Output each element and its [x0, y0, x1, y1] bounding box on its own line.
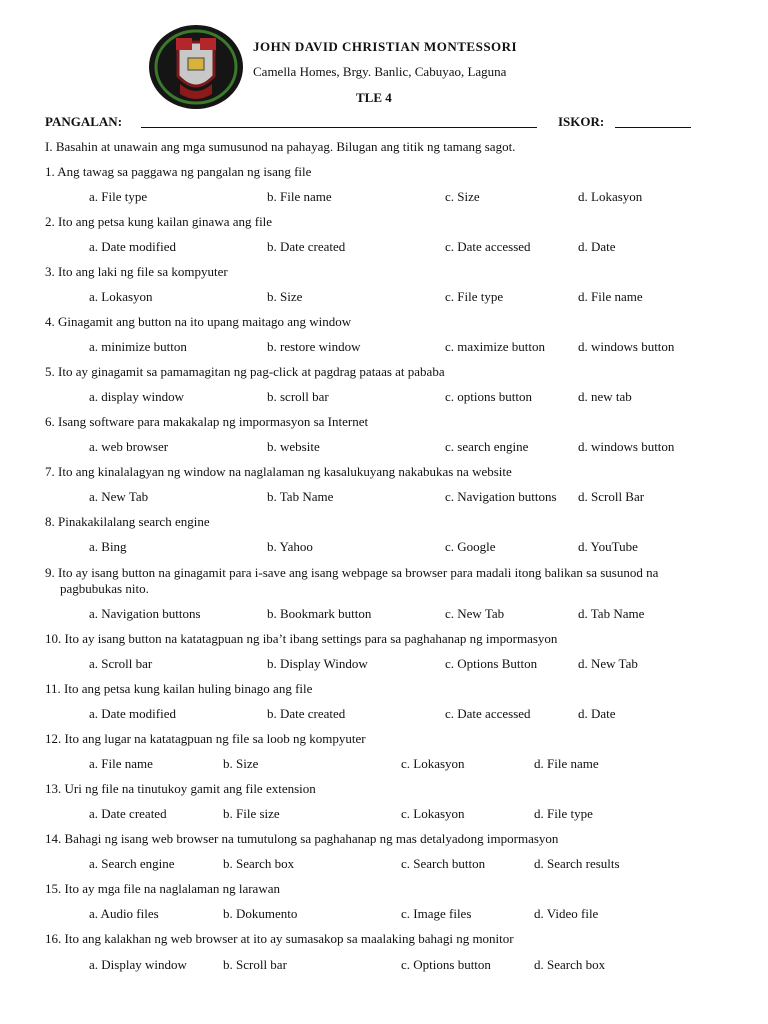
- instructions: I. Basahin at unawain ang mga sumusunod na pahayag. Bilugan ang titik ng tamang sagot.: [45, 139, 516, 154]
- question-text: 10. Ito ay isang button na katatagpuan ng iba’t ibang settings para sa paghahanap ng impormasyon: [45, 631, 558, 646]
- choice-b[interactable]: b. Display Window: [267, 656, 368, 671]
- choice-c[interactable]: c. Image files: [401, 906, 472, 921]
- question-9: [45, 565, 757, 597]
- choice-b[interactable]: b. Date created: [267, 706, 346, 721]
- question-13: [45, 781, 757, 797]
- choice-b[interactable]: b. Yahoo: [267, 539, 313, 554]
- choice-a[interactable]: a. Display window: [89, 957, 187, 972]
- question-text: 2. Ito ang petsa kung kailan ginawa ang file: [45, 214, 273, 229]
- choice-c[interactable]: c. Google: [445, 539, 496, 554]
- choice-a[interactable]: a. Navigation buttons: [89, 606, 201, 621]
- choice-c[interactable]: c. Options Button: [445, 656, 538, 671]
- choice-d[interactable]: d. Scroll Bar: [578, 489, 645, 504]
- choice-a[interactable]: a. Audio files: [89, 906, 159, 921]
- choice-d[interactable]: d. File name: [534, 756, 599, 771]
- choice-a[interactable]: a. Scroll bar: [89, 656, 153, 671]
- school-seal-logo: [148, 24, 244, 110]
- question-text: 6. Isang software para makakalap ng impormasyon sa Internet: [45, 414, 369, 429]
- question-text: 15. Ito ay mga file na naglalaman ng larawan: [45, 881, 280, 896]
- question-text: 14. Bahagi ng isang web browser na tumutulong sa paghahanap ng mas detalyadong impormasyon: [45, 831, 559, 846]
- choice-d[interactable]: d. new tab: [578, 389, 632, 404]
- choice-d[interactable]: d. File type: [534, 806, 593, 821]
- choice-b[interactable]: b. scroll bar: [267, 389, 329, 404]
- choice-a[interactable]: a. minimize button: [89, 339, 187, 354]
- choice-d[interactable]: d. New Tab: [578, 656, 638, 671]
- question-7: [45, 464, 757, 480]
- choice-b[interactable]: b. Size: [223, 756, 259, 771]
- choice-c[interactable]: c. File type: [445, 289, 504, 304]
- choice-b[interactable]: b. Search box: [223, 856, 295, 871]
- choice-c[interactable]: c. Search button: [401, 856, 486, 871]
- name-score-row: [45, 114, 745, 132]
- choice-a[interactable]: a. Bing: [89, 539, 127, 554]
- question-text: 4. Ginagamit ang button na ito upang maitago ang window: [45, 314, 352, 329]
- question-14: [45, 831, 757, 847]
- choices-row: [89, 439, 759, 455]
- choices-row: [89, 756, 759, 772]
- choice-d[interactable]: d. Search results: [534, 856, 620, 871]
- choice-b[interactable]: b. File size: [223, 806, 280, 821]
- choice-b[interactable]: b. Tab Name: [267, 489, 334, 504]
- choice-d[interactable]: d. YouTube: [578, 539, 638, 554]
- choices-row: [89, 656, 759, 672]
- choices-row: [89, 906, 759, 922]
- question-3: [45, 264, 757, 280]
- question-5: [45, 364, 757, 380]
- choice-b[interactable]: b. website: [267, 439, 320, 454]
- question-4: [45, 314, 757, 330]
- choices-row: [89, 339, 759, 355]
- choice-a[interactable]: a. display window: [89, 389, 184, 404]
- choice-c[interactable]: c. Navigation buttons: [445, 489, 557, 504]
- score-field[interactable]: [615, 114, 691, 128]
- question-text: 7. Ito ang kinalalagyan ng window na naglalaman ng kasalukuyang nakabukas na website: [45, 464, 512, 479]
- name-label: PANGALAN:: [45, 114, 123, 129]
- question-text: 12. Ito ang lugar na katatagpuan ng file sa loob ng kompyuter: [45, 731, 366, 746]
- choice-c[interactable]: c. Lokasyon: [401, 806, 465, 821]
- choices-row: [89, 389, 759, 405]
- choices-row: [89, 856, 759, 872]
- choice-b[interactable]: b. Bookmark button: [267, 606, 372, 621]
- school-name: JOHN DAVID CHRISTIAN MONTESSORI: [253, 39, 518, 54]
- question-16: [45, 931, 757, 947]
- choice-d[interactable]: d. Tab Name: [578, 606, 645, 621]
- question-10: [45, 631, 757, 647]
- question-text: 5. Ito ay ginagamit sa pamamagitan ng pag-click at pagdrag pataas at pababa: [45, 364, 445, 379]
- question-text: 3. Ito ang laki ng file sa kompyuter: [45, 264, 228, 279]
- question-text-continued: pagbubukas nito.: [60, 581, 149, 596]
- choice-d[interactable]: d. Search box: [534, 957, 606, 972]
- choice-a[interactable]: a. File type: [89, 189, 148, 204]
- question-1: [45, 164, 757, 180]
- choice-a[interactable]: a. Lokasyon: [89, 289, 153, 304]
- choice-b[interactable]: b. Size: [267, 289, 303, 304]
- subject-title: TLE 4: [356, 90, 392, 105]
- choice-c[interactable]: c. New Tab: [445, 606, 505, 621]
- choice-a[interactable]: a. New Tab: [89, 489, 149, 504]
- question-text: 8. Pinakakilalang search engine: [45, 514, 210, 529]
- choices-row: [89, 239, 759, 255]
- question-6: [45, 414, 757, 430]
- choice-d[interactable]: d. Lokasyon: [578, 189, 643, 204]
- choice-c[interactable]: c. Lokasyon: [401, 756, 465, 771]
- choice-b[interactable]: b. File name: [267, 189, 332, 204]
- choice-c[interactable]: c. Size: [445, 189, 480, 204]
- choice-c[interactable]: c. options button: [445, 389, 533, 404]
- choice-d[interactable]: d. Date: [578, 706, 616, 721]
- question-text: 16. Ito ang kalakhan ng web browser at ito ay sumasakop sa maalaking bahagi ng monitor: [45, 931, 514, 946]
- choice-b[interactable]: b. Dokumento: [223, 906, 298, 921]
- choice-b[interactable]: b. Scroll bar: [223, 957, 287, 972]
- choices-row: [89, 606, 759, 622]
- choice-d[interactable]: d. File name: [578, 289, 643, 304]
- choice-c[interactable]: c. maximize button: [445, 339, 546, 354]
- choice-c[interactable]: c. search engine: [445, 439, 529, 454]
- choice-a[interactable]: a. Date created: [89, 806, 167, 821]
- choice-c[interactable]: c. Options button: [401, 957, 491, 972]
- choices-row: [89, 706, 759, 722]
- choices-row: [89, 539, 759, 555]
- question-text: 1. Ang tawag sa paggawa ng pangalan ng isang file: [45, 164, 312, 179]
- choice-b[interactable]: b. Date created: [267, 239, 346, 254]
- question-2: [45, 214, 757, 230]
- choice-a[interactable]: a. Date modified: [89, 706, 176, 721]
- question-text: 13. Uri ng file na tinutukoy gamit ang file extension: [45, 781, 316, 796]
- choices-row: [89, 189, 759, 205]
- choice-a[interactable]: a. Search engine: [89, 856, 175, 871]
- question-8: [45, 514, 757, 530]
- choices-row: [89, 489, 759, 505]
- choices-row: [89, 289, 759, 305]
- question-12: [45, 731, 757, 747]
- choice-a[interactable]: a. Date modified: [89, 239, 176, 254]
- choice-a[interactable]: a. File name: [89, 756, 153, 771]
- question-text: 9. Ito ay isang button na ginagamit para i-save ang isang webpage sa browser para madali itong balikan sa susunod na: [45, 565, 659, 580]
- school-address: Camella Homes, Brgy. Banlic, Cabuyao, Laguna: [253, 64, 507, 79]
- question-15: [45, 881, 757, 897]
- choice-d[interactable]: d. Video file: [534, 906, 599, 921]
- choice-d[interactable]: d. Date: [578, 239, 616, 254]
- name-field[interactable]: [141, 114, 537, 128]
- question-11: [45, 681, 757, 697]
- choices-row: [89, 806, 759, 822]
- choice-d[interactable]: d. windows button: [578, 439, 675, 454]
- choice-a[interactable]: a. web browser: [89, 439, 169, 454]
- score-label: ISKOR:: [558, 114, 605, 129]
- choice-c[interactable]: c. Date accessed: [445, 239, 531, 254]
- choices-row: [89, 957, 759, 973]
- choice-b[interactable]: b. restore window: [267, 339, 361, 354]
- choice-c[interactable]: c. Date accessed: [445, 706, 531, 721]
- question-text: 11. Ito ang petsa kung kailan huling binago ang file: [45, 681, 313, 696]
- choice-d[interactable]: d. windows button: [578, 339, 675, 354]
